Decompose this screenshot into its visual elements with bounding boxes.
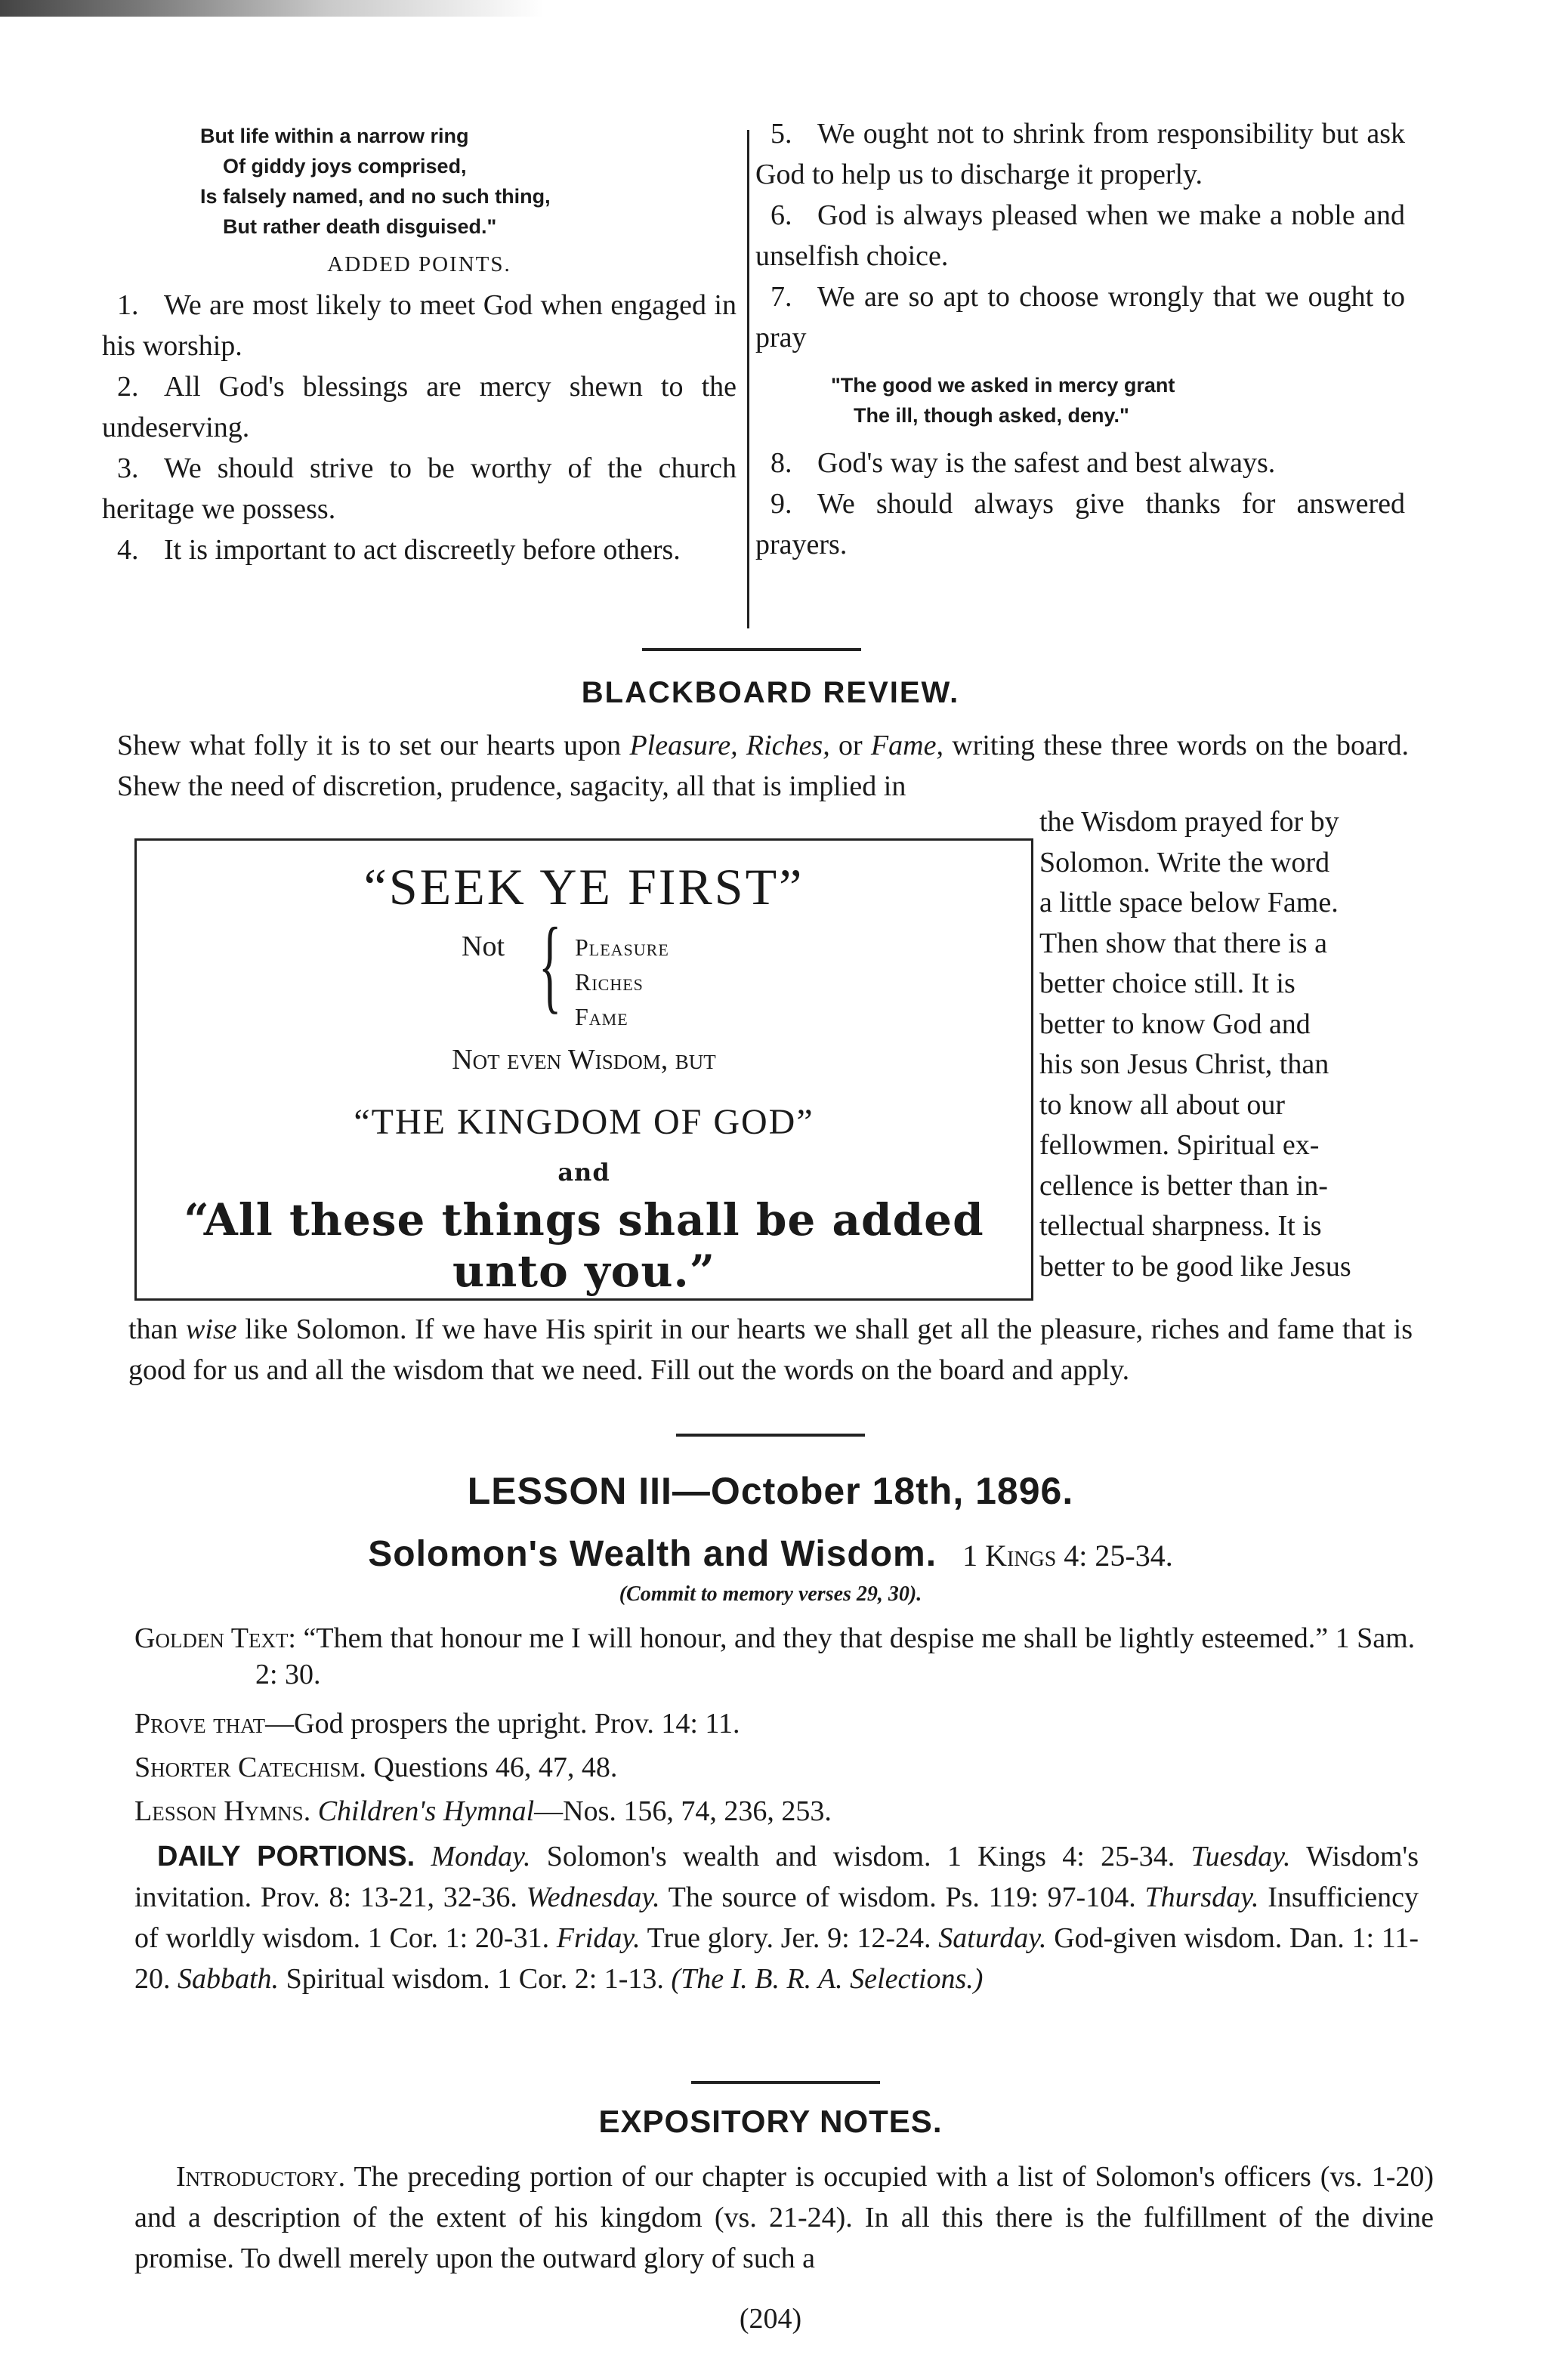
shorter-catechism bbox=[134, 1746, 1419, 1789]
intro-part bbox=[738, 730, 746, 761]
side-line: Then show that there is a bbox=[1039, 927, 1327, 959]
point-text: We should strive to be worthy of the church heritage we possess. bbox=[102, 452, 737, 525]
side-line: to know all about our bbox=[1039, 1088, 1286, 1121]
intro-part: Shew what folly it is to set our hearts upon bbox=[117, 730, 630, 761]
board-item: Riches bbox=[575, 968, 644, 996]
blackboard-intro bbox=[117, 725, 1409, 807]
board-title: “SEEK YE FIRST” bbox=[363, 858, 804, 915]
section-rule bbox=[642, 648, 861, 651]
introductory-text: The preceding portion of our chapter is occupied with a list of Solomon's officers (vs. 1-20) and a description of the extent of his kingdom (vs. 21-24). In all this there is the fulfillment of the divine promise. To dwell merely upon the outward glory of such a bbox=[134, 2161, 1434, 2274]
point-number: 9. bbox=[770, 488, 792, 520]
daily-day: Tuesday. bbox=[1190, 1841, 1291, 1872]
lesson-title: Solomon's Wealth and Wisdom. bbox=[368, 1534, 937, 1574]
catechism-label: Shorter Catechism. bbox=[134, 1752, 366, 1783]
introductory-label: Introductory. bbox=[176, 2161, 346, 2193]
verse-line: "The good we asked in mercy grant bbox=[831, 374, 1175, 397]
side-line: tellectual sharpness. It is bbox=[1039, 1210, 1322, 1242]
outro-word-wise: wise bbox=[186, 1313, 237, 1345]
board-added: “All these things shall be added unto you.” bbox=[184, 1194, 984, 1297]
golden-text-label: Golden Text: bbox=[134, 1622, 296, 1654]
side-line: better choice still. It is bbox=[1039, 968, 1295, 999]
right-column bbox=[755, 113, 1405, 565]
daily-label: DAILY PORTIONS. bbox=[157, 1841, 415, 1872]
board-not-even: Not even Wisdom, but bbox=[452, 1044, 716, 1076]
point-item bbox=[102, 366, 737, 448]
expository-paragraph bbox=[134, 2156, 1434, 2279]
brace-icon: { bbox=[539, 906, 562, 1023]
point-text: God's way is the safest and best always. bbox=[817, 447, 1276, 479]
point-number: 5. bbox=[770, 118, 792, 150]
side-line: fellowmen. Spiritual ex- bbox=[1039, 1129, 1320, 1161]
lesson-details bbox=[134, 1620, 1419, 1999]
daily-text: Insufficiency of worldly wisdom. 1 Cor. 1: 20-31. bbox=[134, 1881, 1419, 1954]
daily-text: Solomon's wealth and wisdom. 1 Kings 4: 25-34. bbox=[530, 1841, 1191, 1872]
daily-text: Spiritual wisdom. 1 Cor. 2: 1-13. bbox=[279, 1963, 672, 1995]
lesson-title-row bbox=[0, 1533, 1541, 1575]
section-rule bbox=[676, 1434, 865, 1437]
point-item bbox=[755, 443, 1405, 483]
point-number: 7. bbox=[770, 281, 792, 313]
golden-text bbox=[134, 1620, 1419, 1693]
daily-day: Wednesday. bbox=[526, 1881, 660, 1913]
expository-heading: EXPOSITORY NOTES. bbox=[598, 2104, 943, 2139]
point-item bbox=[102, 529, 737, 570]
blackboard-heading: BLACKBOARD REVIEW. bbox=[581, 676, 960, 709]
golden-text-body: “Them that honour me I will honour, and they that despise me shall be lightly esteemed.” 1 Sam. 2: 30. bbox=[255, 1622, 1416, 1690]
prove-text: —God prospers the upright. Prov. 14: 11. bbox=[265, 1708, 740, 1739]
point-number: 2. bbox=[117, 371, 139, 403]
page-number: (204) bbox=[739, 2303, 802, 2335]
verse-line: The ill, though asked, deny." bbox=[854, 404, 1129, 427]
point-number: 1. bbox=[117, 289, 139, 321]
daily-day: Thursday. bbox=[1144, 1881, 1259, 1913]
point-text: We ought not to shrink from responsibility but ask God to help us to discharge it properly. bbox=[755, 118, 1405, 190]
catechism-text: Questions 46, 47, 48. bbox=[373, 1752, 618, 1783]
intro-word-pleasure: Pleasure, bbox=[629, 730, 738, 761]
side-line: the Wisdom prayed for by bbox=[1039, 806, 1339, 838]
daily-text: The source of wisdom. Ps. 119: 97-104. bbox=[659, 1881, 1145, 1913]
board-not-label: Not bbox=[462, 931, 505, 962]
side-line: better to know God and bbox=[1039, 1008, 1311, 1040]
point-text: God is always pleased when we make a noble and unselfish choice. bbox=[755, 199, 1405, 272]
prove-label: Prove that bbox=[134, 1708, 266, 1739]
daily-day: Saturday. bbox=[938, 1922, 1047, 1954]
side-line: his son Jesus Christ, than bbox=[1039, 1048, 1329, 1080]
added-points-heading: ADDED POINTS. bbox=[327, 252, 511, 276]
point-number: 8. bbox=[770, 447, 792, 479]
point-text: We should always give thanks for answered prayers. bbox=[755, 488, 1405, 560]
daily-text: True glory. Jer. 9: 12-24. bbox=[640, 1922, 939, 1954]
board-and: and bbox=[557, 1158, 610, 1187]
left-column bbox=[102, 121, 737, 570]
blackboard-outro-text bbox=[128, 1309, 1413, 1391]
selections-note: (The I. B. R. A. Selections.) bbox=[671, 1963, 984, 1995]
lesson-heading: LESSON III—October 18th, 1896. bbox=[467, 1470, 1074, 1512]
intro-part: writing these three words on the board. Shew the need of discretion, prudence, sagacity, all that is implied in bbox=[117, 730, 1410, 802]
side-line: better to be good like Jesus bbox=[1039, 1250, 1351, 1283]
point-item bbox=[755, 113, 1405, 195]
intro-part: or bbox=[829, 730, 871, 761]
point-item bbox=[102, 285, 737, 366]
poem-line: But rather death disguised." bbox=[223, 215, 497, 238]
outro-part: than bbox=[128, 1313, 187, 1345]
column-divider bbox=[747, 130, 749, 628]
blackboard-outro bbox=[128, 1309, 1413, 1391]
point-item bbox=[102, 448, 737, 529]
blackboard-intro-text bbox=[117, 725, 1409, 807]
daily-day: Friday. bbox=[556, 1922, 641, 1954]
daily-text: Wisdom's invitation. Prov. 8: 13-21, 32-36. bbox=[134, 1841, 1419, 1913]
point-number: 3. bbox=[117, 452, 139, 484]
point-number: 6. bbox=[770, 199, 792, 231]
blackboard-side-text bbox=[1039, 802, 1410, 1287]
blackboard-box bbox=[134, 838, 1033, 1301]
hymns-book: Children's Hymnal bbox=[317, 1795, 535, 1827]
lesson-reference: 1 Kings 4: 25-34. bbox=[962, 1539, 1173, 1573]
intro-word-fame: Fame, bbox=[870, 730, 943, 761]
poem-top bbox=[200, 121, 737, 242]
point-text: It is important to act discreetly before others. bbox=[164, 534, 681, 566]
point-number: 4. bbox=[117, 534, 139, 566]
side-line: a little space below Fame. bbox=[1039, 887, 1339, 918]
daily-day: Sabbath. bbox=[178, 1963, 279, 1995]
board-kingdom: “THE KINGDOM OF GOD” bbox=[354, 1102, 814, 1142]
board-items bbox=[575, 930, 669, 1034]
section-rule bbox=[691, 2081, 880, 2084]
poem-line: Of giddy joys comprised, bbox=[223, 155, 467, 177]
intro-word-riches: Riches, bbox=[746, 730, 830, 761]
hymns-text: —Nos. 156, 74, 236, 253. bbox=[534, 1795, 832, 1827]
prove-that bbox=[134, 1702, 1419, 1746]
point-item bbox=[755, 195, 1405, 276]
poem-line: But life within a narrow ring bbox=[200, 125, 469, 147]
poem-line: Is falsely named, and no such thing, bbox=[200, 185, 551, 208]
point-item bbox=[755, 483, 1405, 565]
prayer-verse bbox=[831, 370, 1405, 431]
side-line: Solomon. Write the word bbox=[1039, 846, 1330, 878]
point-text: All God's blessings are mercy shewn to the undeserving. bbox=[102, 371, 737, 443]
memory-verses: (Commit to memory verses 29, 30). bbox=[619, 1582, 922, 1606]
point-text: We are most likely to meet God when engaged in his worship. bbox=[102, 289, 737, 362]
scan-edge-artifact bbox=[0, 0, 544, 17]
hymns-label: Lesson Hymns. bbox=[134, 1795, 311, 1827]
point-item bbox=[755, 276, 1405, 358]
board-item: Pleasure bbox=[575, 934, 669, 961]
lesson-hymns bbox=[134, 1789, 1419, 1833]
outro-part: like Solomon. If we have His spirit in our hearts we shall get all the pleasure, riches and fame that is good for us and all the wisdom that we need. Fill out the words on the board and apply. bbox=[128, 1313, 1413, 1386]
daily-day: Monday. bbox=[431, 1841, 531, 1872]
board-item: Fame bbox=[575, 1003, 628, 1030]
daily-portions bbox=[134, 1836, 1419, 1999]
point-text: We are so apt to choose wrongly that we ought to pray bbox=[755, 281, 1405, 353]
side-line: cellence is better than in- bbox=[1039, 1169, 1328, 1202]
expository-body bbox=[134, 2156, 1434, 2279]
daily-text: God-given wisdom. Dan. 1: 11-20. bbox=[134, 1922, 1419, 1995]
